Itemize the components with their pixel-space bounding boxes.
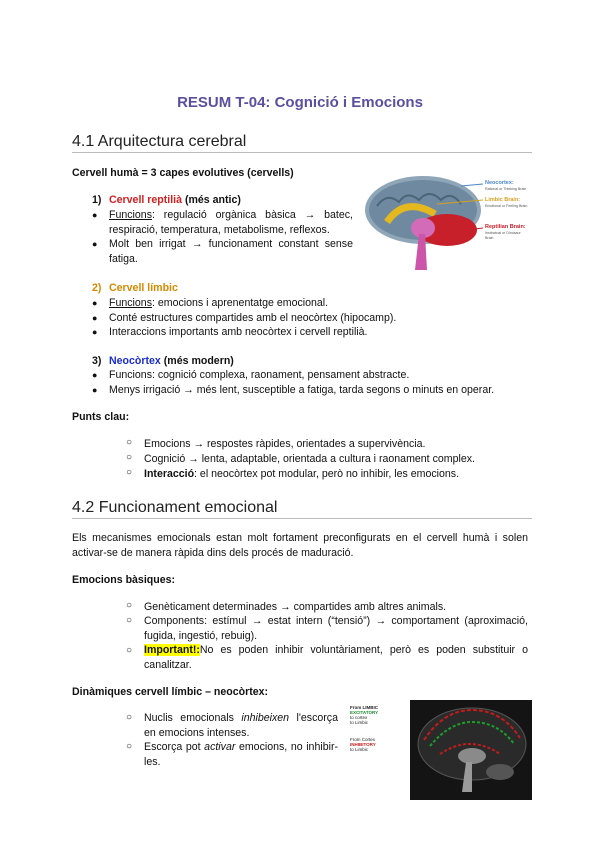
legend-text: EXCITATORY bbox=[350, 710, 379, 715]
important-label: Important!: bbox=[144, 644, 200, 656]
bullet-dot: ● bbox=[92, 313, 98, 323]
bullet-dot: ● bbox=[92, 327, 98, 337]
intro-line: Cervell humà = 3 capes evolutives (cervells) bbox=[72, 167, 294, 179]
bullet-dot: ● bbox=[92, 298, 98, 308]
neocortex-bullet-1: Funcions: cognició complexa, raonament, pensament abstracte. bbox=[109, 369, 410, 381]
bullet-circle: ○ bbox=[126, 645, 133, 656]
text: emocions, no inhibir-les. bbox=[144, 741, 338, 768]
basic-point-2: Components: estímul → estat intern (“tensió”) → comportament (aproximació, fugida, ingestió, rebuig). bbox=[144, 615, 528, 642]
bullet-dot: ● bbox=[92, 370, 98, 380]
reptilian-name: Cervell reptilià bbox=[109, 194, 183, 206]
dynamics-point-1 bbox=[144, 711, 338, 740]
bullet-circle: ○ bbox=[126, 712, 133, 723]
legend-text: From Cortex bbox=[350, 737, 376, 742]
key-points-heading: Punts clau: bbox=[72, 411, 130, 423]
heading-rule bbox=[72, 152, 532, 153]
lim-label: Limbic Brain: bbox=[485, 197, 521, 203]
cerebellum bbox=[486, 764, 514, 780]
dynamics-point-2 bbox=[144, 740, 338, 769]
bullet-circle: ○ bbox=[126, 437, 133, 448]
bullet-circle: ○ bbox=[126, 452, 133, 463]
emphasis: inhibeixen bbox=[241, 712, 290, 724]
dynamics-heading: Dinàmiques cervell límbic – neocòrtex: bbox=[72, 686, 269, 698]
lim-sub: Emotional or Feeling Brain bbox=[485, 204, 528, 208]
limbic-number: 2) bbox=[92, 282, 102, 294]
heading-rule bbox=[72, 518, 532, 519]
rep-sub-2: Brain bbox=[485, 236, 494, 240]
section-heading-4-1: 4.1 Arquitectura cerebral bbox=[72, 133, 247, 150]
reptilian-bullet-1 bbox=[109, 208, 353, 237]
limbic-cortex-diagram bbox=[410, 700, 532, 800]
section-paragraph: Els mecanismes emocionals estan molt fortament preconfigurats en el cervell humà i solen activar-se de manera ràpida dins dels procés de maduració. bbox=[72, 532, 528, 559]
limbic-core bbox=[458, 748, 486, 764]
bullet-circle: ○ bbox=[126, 467, 133, 478]
bullet-text: : emocions i aprenentatge emocional. bbox=[152, 297, 329, 309]
legend-text: From LIMBIC bbox=[350, 705, 378, 710]
bullet-dot: ● bbox=[92, 385, 98, 395]
neo-sub: Rational or Thinking Brain bbox=[485, 187, 527, 191]
legend-text: INHIBITORY bbox=[350, 742, 376, 747]
brain-diagram bbox=[357, 170, 547, 278]
key-point-2: Cognició → lenta, adaptable, orientada a cultura i raonament complex. bbox=[144, 453, 475, 465]
legend-text: to Limbic bbox=[350, 747, 369, 752]
rep-label: Reptilian Brain: bbox=[485, 224, 526, 230]
bullet-label: Funcions bbox=[109, 297, 152, 309]
item-limbic-heading: Cervell límbic bbox=[109, 282, 178, 294]
limbic-bullet-3: Interaccions importants amb neocòrtex i cervell reptilià. bbox=[109, 326, 368, 338]
item-reptilian-heading bbox=[109, 193, 241, 208]
limbic-bullet-2: Conté estructures compartides amb el neocòrtex (hipocamp). bbox=[109, 312, 397, 324]
bullet-text: : regulació orgànica bàsica → batec, respiració, temperatura, metabolisme, reflexos. bbox=[109, 209, 353, 236]
reptilian-bullet-2: Molt ben irrigat → funcionament constant sense fatiga. bbox=[109, 238, 353, 265]
legend-text: to Limbic bbox=[350, 720, 369, 725]
text: l'escorça en emocions intenses. bbox=[144, 712, 338, 739]
key-point-3 bbox=[144, 467, 459, 482]
section-heading-4-2: 4.2 Funcionament emocional bbox=[72, 499, 278, 516]
rep-sub-1: Instinctual or Dinosaur bbox=[485, 231, 521, 235]
bullet-circle: ○ bbox=[126, 615, 133, 626]
important-text: No es poden inhibir voluntàriament, però es poden substituir o canalitzar. bbox=[144, 644, 528, 671]
emphasis: activar bbox=[204, 741, 236, 753]
key-text: : el neocòrtex pot modular, però no inhibir, les emocions. bbox=[194, 468, 460, 480]
page-title: RESUM T-04: Cognició i Emocions bbox=[177, 94, 423, 111]
neocortex-bullet-2: Menys irrigació → més lent, susceptible a fatiga, tarda segons o minuts en operar. bbox=[109, 384, 495, 396]
bullet-label: Funcions bbox=[109, 209, 152, 221]
text: Escorça pot bbox=[144, 741, 205, 753]
legend-text: to cortex bbox=[350, 715, 368, 720]
neocortex-note: (més modern) bbox=[163, 355, 234, 367]
item-number bbox=[92, 281, 101, 296]
bullet-dot: ● bbox=[92, 210, 98, 220]
limbic-bullet-1 bbox=[109, 296, 328, 311]
key-label: Interacció bbox=[144, 468, 195, 480]
basic-emotions-heading: Emocions bàsiques: bbox=[72, 574, 176, 586]
bullet-circle: ○ bbox=[126, 741, 133, 752]
reptilian-note: (més antic) bbox=[184, 194, 241, 206]
neo-label: Neocortex: bbox=[485, 180, 514, 186]
neocortex-name: Neocòrtex bbox=[109, 355, 161, 367]
pointer-line bbox=[461, 184, 483, 186]
item-number: 3) bbox=[92, 355, 102, 367]
key-point-1: Emocions → respostes ràpides, orientades a supervivència. bbox=[144, 438, 426, 450]
basic-point-3 bbox=[144, 643, 528, 672]
item-number: 1) bbox=[92, 194, 102, 206]
bullet-circle: ○ bbox=[126, 600, 133, 611]
bullet-dot: ● bbox=[92, 239, 98, 249]
figure-legend bbox=[350, 705, 410, 775]
text: Nuclis emocionals bbox=[144, 712, 242, 724]
basic-point-1: Genèticament determinades → compartides amb altres animals. bbox=[144, 601, 447, 613]
item-neocortex-heading bbox=[109, 354, 234, 369]
